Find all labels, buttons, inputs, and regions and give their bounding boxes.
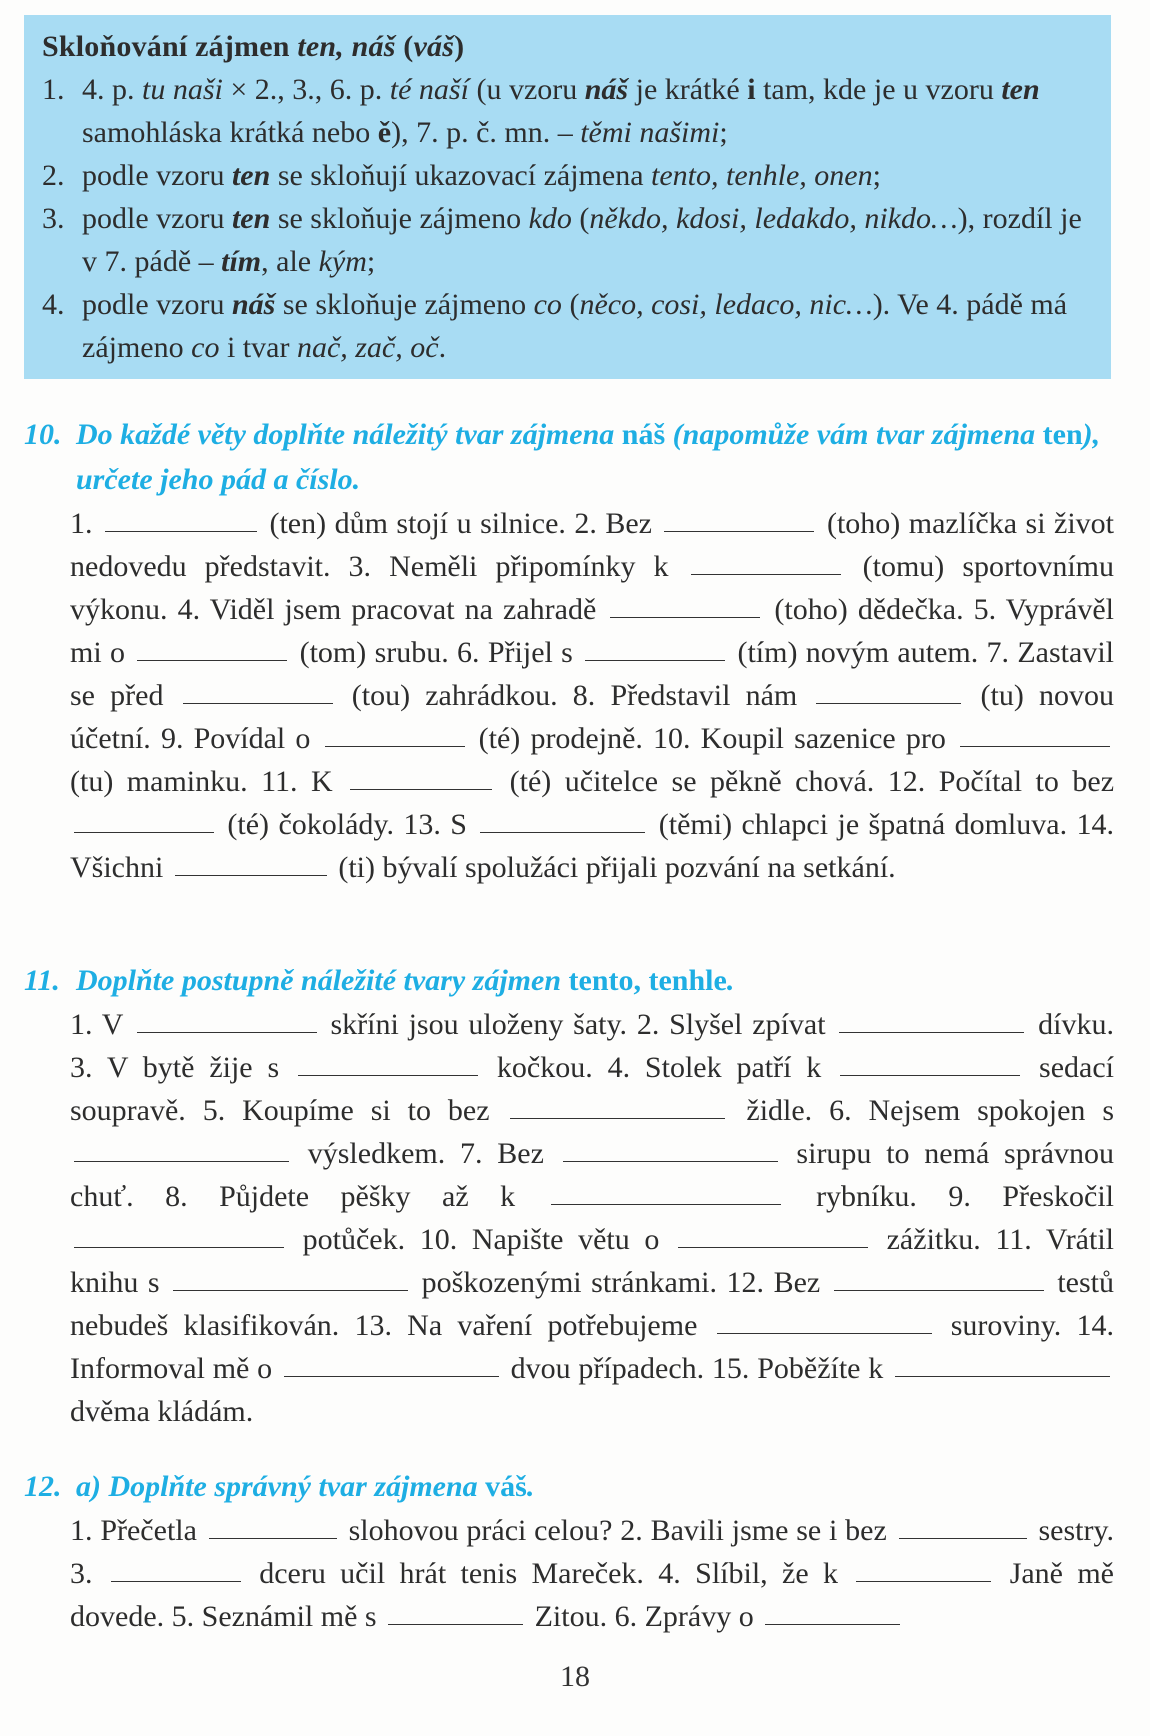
rule-item: [42, 154, 1095, 197]
rule-text: se skloňuje zájmeno: [275, 288, 534, 321]
answer-blank[interactable]: [899, 1537, 1027, 1539]
exercise-text: dívku. 3. V bytě žije s: [70, 1008, 1114, 1084]
answer-blank[interactable]: [137, 1031, 317, 1033]
exercise-text: (ti) bývalí spolužáci přijali pozvání na setkání.: [330, 851, 896, 884]
exercise-text: testů nebudeš klasifikován. 13. Na vaření potřebujeme: [70, 1266, 1114, 1342]
rule-text: ;: [366, 245, 376, 278]
exercise-text: (toho) dědečka. 5. Vyprávěl mi o: [70, 593, 1114, 669]
answer-blank[interactable]: [74, 831, 214, 833]
exercise-body: [24, 502, 1114, 889]
rule-text: tam, kde je u vzoru: [755, 73, 1002, 106]
exercise-heading: [24, 1464, 1114, 1509]
answer-blank[interactable]: [856, 1580, 991, 1582]
rule-text: podle vzoru: [82, 159, 232, 192]
rule-text: se skloňuje zájmeno: [270, 202, 529, 235]
rule-list: [42, 68, 1095, 369]
answer-blank[interactable]: [960, 745, 1110, 747]
rule-item-number: 3.: [42, 202, 65, 235]
exercise-number: 10.: [24, 418, 62, 451]
answer-blank[interactable]: [74, 1160, 289, 1162]
answer-blank[interactable]: [137, 659, 287, 661]
answer-blank[interactable]: [183, 702, 333, 704]
exercise-text: dvou případech. 15. Poběžíte k: [502, 1352, 892, 1385]
rule-text: × 2., 3., 6. p.: [222, 73, 390, 106]
exercise-number: 11.: [24, 964, 60, 997]
rule-text: podle vzoru: [82, 288, 232, 321]
heading-text: Do každé věty doplňte náležitý tvar zájmena: [76, 418, 622, 451]
heading-text: .: [726, 964, 735, 997]
heading-text: ), určete jeho pád a číslo.: [76, 418, 1101, 496]
rule-item-number: 4.: [42, 288, 65, 321]
exercise-number: 12.: [24, 1470, 62, 1503]
answer-blank[interactable]: [350, 788, 492, 790]
answer-blank[interactable]: [325, 745, 465, 747]
exercise-text: slohovou práci celou? 2. Bavili jsme se i bez: [340, 1514, 895, 1547]
rule-text: tento, tenhle, onen: [651, 159, 873, 192]
answer-blank[interactable]: [388, 1623, 523, 1625]
rule-title-part: ): [454, 30, 465, 63]
rule-text: se skloňují ukazovací zájmena: [270, 159, 652, 192]
exercise-text: Zitou. 6. Zprávy o: [527, 1600, 762, 1633]
answer-blank[interactable]: [480, 831, 645, 833]
exercise-text: dvěma kládám.: [70, 1395, 254, 1428]
rule-text: .: [438, 331, 447, 364]
heading-text: a) Doplňte správný tvar zájmena: [76, 1470, 486, 1503]
heading-text: (napomůže vám tvar zájmena: [665, 418, 1043, 451]
rule-text: (u vzoru: [468, 73, 585, 106]
exercise-body: [24, 1003, 1114, 1433]
answer-blank[interactable]: [284, 1375, 499, 1377]
exercise-text: 1.: [70, 507, 101, 540]
answer-blank[interactable]: [510, 1117, 725, 1119]
exercise-body: [24, 1509, 1114, 1638]
exercise-text: kočkou. 4. Stolek patří k: [482, 1051, 837, 1084]
answer-blank[interactable]: [551, 1203, 781, 1205]
exercise-text: (těmi) chlapci je špatná domluva. 14. Všichni: [70, 808, 1114, 884]
answer-blank[interactable]: [678, 1246, 868, 1248]
rule-text: 4. p.: [82, 73, 142, 106]
rule-text: té naší: [389, 73, 469, 106]
answer-blank[interactable]: [173, 1289, 408, 1291]
exercise-text: sedací soupravě. 5. Koupíme si to bez: [70, 1051, 1114, 1127]
keyword: váš: [485, 1470, 527, 1503]
exercise-text: (toho) mazlíčka si život nedovedu představit. 3. Neměli připomínky k: [70, 507, 1115, 583]
answer-blank[interactable]: [74, 1246, 284, 1248]
exercise-text: sestry. 3.: [70, 1514, 1115, 1590]
exercise-title: [76, 964, 734, 997]
exercise-heading: [24, 958, 1114, 1003]
exercise-text: výsledkem. 7. Bez: [293, 1137, 559, 1170]
exercise-text: (té) čokolády. 13. S: [218, 808, 477, 841]
page-number: 18: [560, 1660, 590, 1693]
rule-text: i tvar: [219, 331, 297, 364]
exercise-text: dceru učil hrát tenis Mareček. 4. Slíbil, že k: [244, 1557, 853, 1590]
rule-item: [42, 197, 1095, 283]
exercise-text: (tomu) sportovnímu výkonu. 4. Viděl jsem pracovat na zahradě: [70, 550, 1114, 626]
rule-box: [24, 15, 1111, 379]
answer-blank[interactable]: [664, 530, 814, 532]
rule-item: [42, 68, 1095, 154]
rule-item-number: 1.: [42, 73, 65, 106]
answer-blank[interactable]: [816, 702, 961, 704]
exercise-10: [24, 412, 1114, 889]
keyword: náš: [621, 418, 666, 451]
rule-title-part: váš: [413, 30, 455, 63]
exercise-text: (tom) srubu. 6. Přijel s: [291, 636, 582, 669]
rule-text: samohláska krátká nebo: [82, 116, 378, 149]
exercise-text: židle. 6. Nejsem spokojen s: [729, 1094, 1114, 1127]
rule-text: těmi našimi: [580, 116, 720, 149]
rule-text: tu naši: [142, 73, 223, 106]
answer-blank[interactable]: [717, 1332, 932, 1334]
rule-text: tím: [221, 245, 262, 278]
exercise-text: poškozenými stránkami. 12. Bez: [412, 1266, 830, 1299]
rule-text: i: [747, 73, 756, 106]
exercise-heading: [24, 412, 1114, 502]
rule-text: je krátké: [628, 73, 748, 106]
answer-blank[interactable]: [839, 1031, 1024, 1033]
answer-blank[interactable]: [691, 573, 841, 575]
rule-text: náš: [584, 73, 629, 106]
exercise-text: 1. Přečetla: [70, 1514, 205, 1547]
rule-item: [42, 283, 1095, 369]
rule-text: podle vzoru: [82, 202, 232, 235]
answer-blank[interactable]: [298, 1074, 478, 1076]
exercise-text: suroviny. 14. Informoval mě o: [70, 1309, 1114, 1385]
exercise-11: [24, 958, 1114, 1433]
rule-text: co: [533, 288, 562, 321]
answer-blank[interactable]: [563, 1160, 778, 1162]
answer-blank[interactable]: [765, 1623, 900, 1625]
exercise-text: (ten) dům stojí u silnice. 2. Bez: [261, 507, 661, 540]
exercise-text: skříni jsou uloženy šaty. 2. Slyšel zpívat: [320, 1008, 836, 1041]
exercise-text: zážitku. 11. Vrátil knihu s: [70, 1223, 1114, 1299]
rule-text: náš: [231, 288, 276, 321]
rule-text: ě: [377, 116, 392, 149]
rule-text: někdo, kdosi, ledakdo, nikdo…: [589, 202, 958, 235]
answer-blank[interactable]: [610, 616, 760, 618]
rule-text: ten: [1001, 73, 1040, 106]
answer-blank[interactable]: [834, 1289, 1044, 1291]
exercise-text: (tou) zahrádkou. 8. Představil nám: [336, 679, 813, 712]
heading-text: .: [526, 1470, 535, 1503]
rule-text: ten: [231, 159, 271, 192]
answer-blank[interactable]: [175, 874, 327, 876]
rule-text: ;: [872, 159, 881, 192]
rule-item-number: 2.: [42, 159, 65, 192]
rule-text: kdo: [528, 202, 572, 235]
exercise-text: 1. V: [70, 1008, 133, 1041]
exercise-title: [76, 418, 1100, 496]
keyword: ten: [1042, 418, 1083, 451]
exercise-text: (tím) novým autem. 7. Zastavil se před: [70, 636, 1114, 712]
rule-text: něco, cosi, ledaco, nic…: [579, 288, 873, 321]
rule-text: ). Ve 4. pádě má zájmeno: [82, 288, 1068, 364]
exercise-text: (té) učitelce se pěkně chová. 12. Počítal to bez: [496, 765, 1115, 798]
answer-blank[interactable]: [209, 1537, 337, 1539]
rule-text: ), rozdíl je v 7. pádě –: [82, 202, 1082, 278]
rule-text: nač, zač, oč: [296, 331, 439, 364]
rule-text: ten: [231, 202, 271, 235]
rule-title: [42, 25, 1095, 68]
exercise-12: [24, 1464, 1114, 1638]
rule-title-part: (: [395, 30, 414, 63]
rule-text: (: [561, 288, 580, 321]
exercise-text: sirupu to nemá správnou chuť. 8. Půjdete pěšky až k: [70, 1137, 1114, 1213]
rule-text: (: [571, 202, 590, 235]
exercise-title: [76, 1470, 534, 1503]
keyword: tento, tenhle: [568, 964, 727, 997]
rule-title-part: Skloňování zájmen: [42, 30, 298, 63]
rule-text: co: [191, 331, 220, 364]
rule-text: kým: [318, 245, 367, 278]
exercise-text: (té) prodejně. 10. Koupil sazenice pro: [468, 722, 956, 755]
rule-title-part: ten, náš: [297, 30, 396, 63]
rule-text: ;: [719, 116, 728, 149]
exercise-text: (tu) maminku. 11. K: [70, 765, 347, 798]
answer-blank[interactable]: [895, 1375, 1110, 1377]
heading-text: Doplňte postupně náležité tvary zájmen: [76, 964, 569, 997]
answer-blank[interactable]: [585, 659, 725, 661]
rule-text: ), 7. p. č. mn. –: [391, 116, 581, 149]
exercise-text: (tu) novou účetní. 9. Povídal o: [70, 679, 1114, 755]
exercise-text: Janě mě dovede. 5. Seznámil mě s: [70, 1557, 1114, 1633]
rule-text: , ale: [261, 245, 319, 278]
answer-blank[interactable]: [111, 1580, 241, 1582]
exercise-text: potůček. 10. Napište větu o: [288, 1223, 674, 1256]
exercise-text: rybníku. 9. Přeskočil: [784, 1180, 1114, 1213]
answer-blank[interactable]: [840, 1074, 1020, 1076]
answer-blank[interactable]: [105, 530, 257, 532]
